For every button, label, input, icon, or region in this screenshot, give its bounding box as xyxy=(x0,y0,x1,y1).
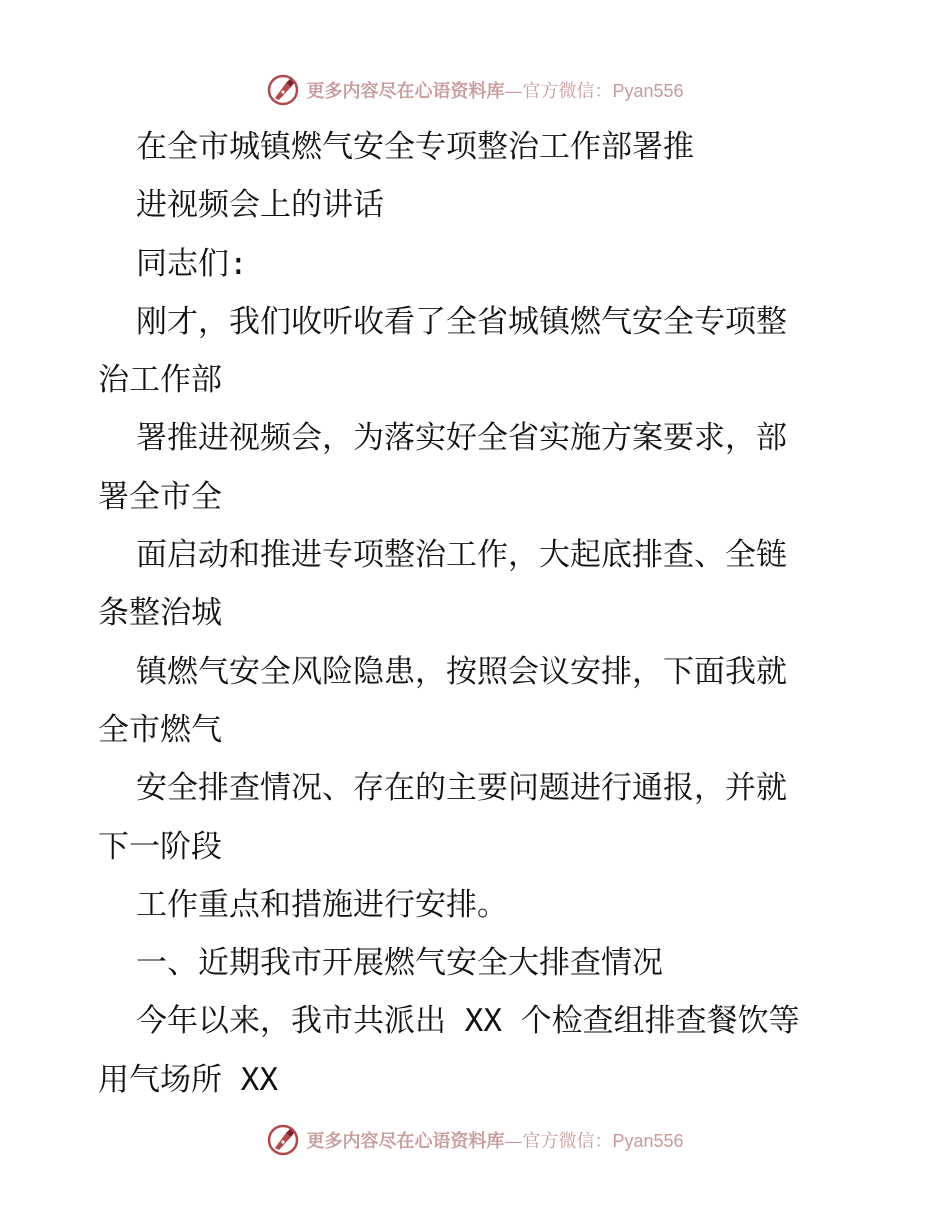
document-line: 一、近期我市开展燃气安全大排查情况 xyxy=(136,945,663,982)
document-line: 署推进视频会，为落实好全省实施方案要求，部 xyxy=(136,420,787,457)
document-line: 用气场所 XX xyxy=(98,1061,278,1098)
document-line: 镇燃气安全风险隐患，按照会议安排，下面我就 xyxy=(136,653,787,690)
document-line: 署全市全 xyxy=(98,478,222,515)
watermark-separator: — xyxy=(504,81,523,102)
document-line: 在全市城镇燃气安全专项整治工作部署推 xyxy=(136,129,694,165)
document-line: 下一阶段 xyxy=(98,828,222,865)
document-line: 进视频会上的讲话 xyxy=(136,187,384,224)
watermark-brand: 更多内容尽在心语资料库 xyxy=(306,81,505,102)
document-line: 面启动和推进专项整治工作，大起底排查、全链 xyxy=(136,537,787,574)
document-line: 治工作部 xyxy=(98,362,222,399)
watermark-contact-label: 官方微信： xyxy=(522,1131,613,1152)
watermark-contact-id: Pyan556 xyxy=(612,1131,684,1151)
document-line: 今年以来，我市共派出 XX 个检查组排查餐饮等 xyxy=(136,1003,800,1040)
document-line: 安全排查情况、存在的主要问题进行通报，并就 xyxy=(136,770,787,807)
document-line: 工作重点和措施进行安排。 xyxy=(136,886,508,923)
pen-nib-logo-icon xyxy=(266,1123,300,1157)
document-line: 全市燃气 xyxy=(98,711,222,748)
pen-nib-logo-icon xyxy=(266,73,300,107)
document-line: 刚才，我们收听收看了全省城镇燃气安全专项整 xyxy=(136,303,787,340)
watermark-text xyxy=(306,1127,683,1153)
watermark-brand: 更多内容尽在心语资料库 xyxy=(306,1131,505,1152)
document-body xyxy=(98,118,858,1109)
watermark-separator: — xyxy=(504,1131,523,1152)
document-line: 条整治城 xyxy=(98,595,222,632)
document-line: 同志们: xyxy=(136,245,248,282)
watermark-contact-id: Pyan556 xyxy=(612,81,684,101)
footer-watermark xyxy=(0,1120,950,1160)
watermark-contact-label: 官方微信： xyxy=(522,81,613,102)
watermark-text xyxy=(306,77,683,103)
header-watermark xyxy=(0,70,950,110)
